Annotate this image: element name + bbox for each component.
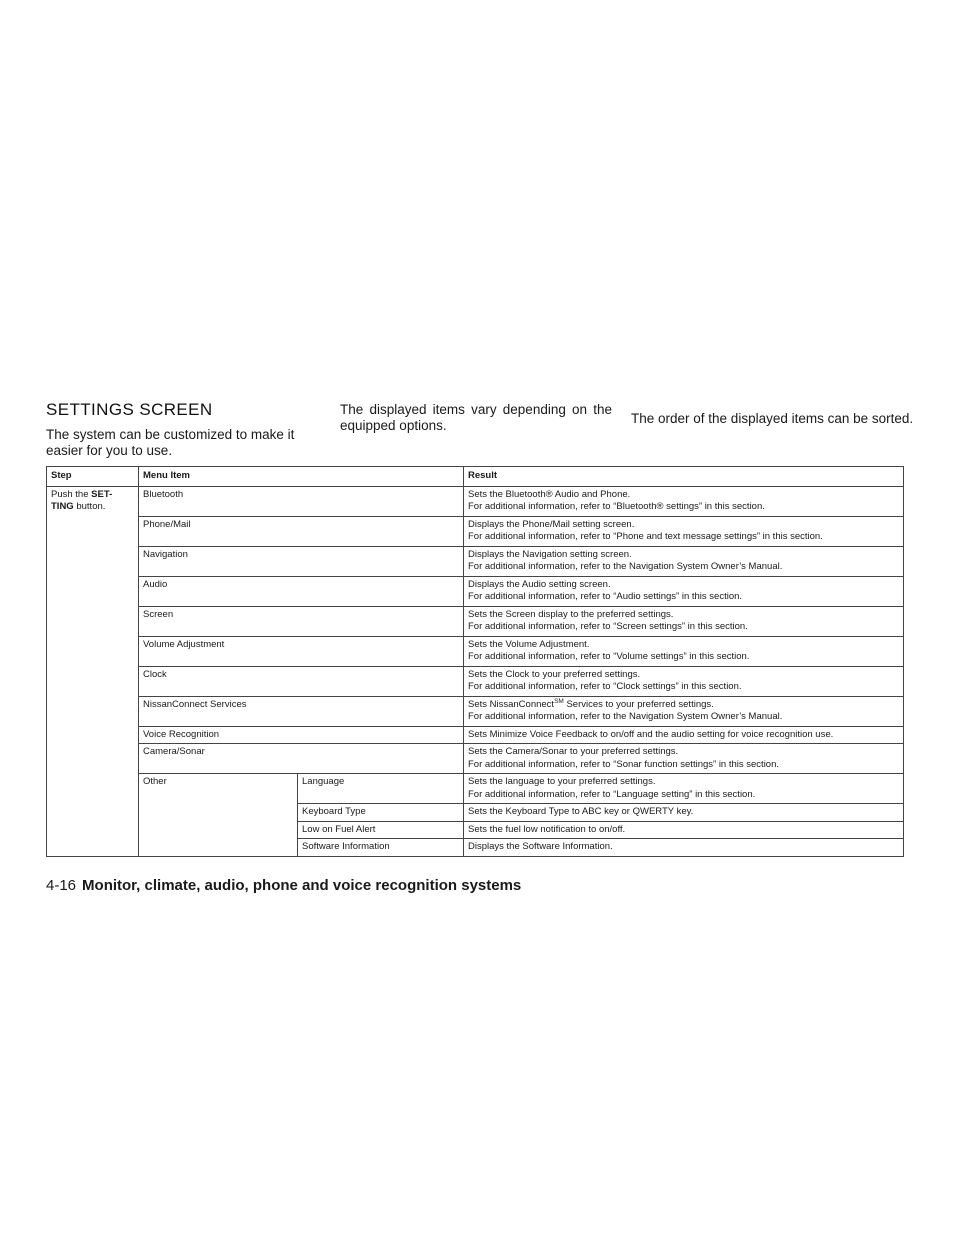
intro-column-3 xyxy=(631,411,916,427)
result-line: Displays the Navigation setting screen. xyxy=(468,548,632,560)
table-row xyxy=(47,636,904,666)
setting-button-label: SET-TING xyxy=(51,488,113,512)
result-cell xyxy=(464,576,904,606)
step-cell xyxy=(47,486,139,856)
result-cell xyxy=(464,696,904,726)
menu-item-cell: Screen xyxy=(139,606,464,636)
table-row xyxy=(47,726,904,744)
result-line: Sets the Clock to your preferred settings. xyxy=(468,668,641,680)
menu-item-cell: Camera/Sonar xyxy=(139,744,464,774)
result-cell xyxy=(464,486,904,516)
menu-item-cell: Voice Recognition xyxy=(139,726,464,744)
result-reference: For additional information, refer to “Clock settings” in this section. xyxy=(468,681,742,692)
result-reference: For additional information, refer to the Navigation System Owner’s Manual. xyxy=(468,561,783,572)
menu-item-cell: Clock xyxy=(139,666,464,696)
result-cell xyxy=(464,546,904,576)
result-reference: For additional information, refer to “Volume settings” in this section. xyxy=(468,651,750,662)
menu-item-cell-other: Other xyxy=(139,774,298,857)
table-row xyxy=(47,546,904,576)
result-line: Sets the Volume Adjustment. xyxy=(468,638,590,650)
table-row xyxy=(47,516,904,546)
menu-item-cell: NissanConnect Services xyxy=(139,696,464,726)
result-cell xyxy=(464,744,904,774)
result-reference: For additional information, refer to “Language setting” in this section. xyxy=(468,788,756,800)
result-reference: For additional information, refer to “Bluetooth® settings” in this section. xyxy=(468,501,765,512)
intro-column-2 xyxy=(340,402,612,434)
result-line-start: Sets NissanConnect xyxy=(468,698,555,710)
intro-paragraph-2: The displayed items vary depending on the equipped options. xyxy=(340,402,612,433)
header-step: Step xyxy=(47,467,139,487)
table-row xyxy=(47,774,904,804)
table-row xyxy=(47,606,904,636)
table-header-row xyxy=(47,467,904,487)
intro-column-1 xyxy=(46,402,326,459)
table-row xyxy=(47,666,904,696)
menu-item-cell: Bluetooth xyxy=(139,486,464,516)
result-line: Displays the Audio setting screen. xyxy=(468,578,611,590)
result-cell xyxy=(464,821,904,839)
page-number: 4-16 xyxy=(46,877,77,894)
header-result: Result xyxy=(464,467,904,487)
sub-item-cell: Language xyxy=(298,774,464,804)
menu-item-cell: Volume Adjustment xyxy=(139,636,464,666)
menu-item-cell: Audio xyxy=(139,576,464,606)
sub-item-cell: Low on Fuel Alert xyxy=(298,821,464,839)
result-cell xyxy=(464,666,904,696)
result-line: Displays the Phone/Mail setting screen. xyxy=(468,518,635,530)
result-cell xyxy=(464,839,904,857)
result-line-end: Services to your preferred settings. xyxy=(563,698,714,710)
intro-paragraph-3: The order of the displayed items can be sorted. xyxy=(631,411,914,426)
result-cell xyxy=(464,804,904,822)
result-reference: For additional information, refer to “Audio settings” in this section. xyxy=(468,591,743,602)
page-footer xyxy=(46,877,521,894)
service-mark: SM xyxy=(554,697,564,705)
menu-item-cell: Phone/Mail xyxy=(139,516,464,546)
result-line: Sets Minimize Voice Feedback to on/off and the audio setting for voice recognition use. xyxy=(468,728,834,740)
section-title: SETTINGS SCREEN xyxy=(46,400,213,419)
result-reference: For additional information, refer to “Screen settings” in this section. xyxy=(468,621,748,632)
result-cell xyxy=(464,516,904,546)
result-line: Sets the Camera/Sonar to your preferred settings. xyxy=(468,746,679,757)
result-line: Sets the fuel low notification to on/off. xyxy=(468,823,626,835)
header-menu-item: Menu Item xyxy=(139,467,464,487)
result-line: Sets the Screen display to the preferred settings. xyxy=(468,608,674,620)
table-row xyxy=(47,576,904,606)
result-cell xyxy=(464,636,904,666)
result-cell xyxy=(464,606,904,636)
result-reference: For additional information, refer to “Phone and text message settings” in this section. xyxy=(468,531,823,542)
menu-item-cell: Navigation xyxy=(139,546,464,576)
result-line: Sets the Keyboard Type to ABC key or QWERTY key. xyxy=(468,806,694,817)
intro-paragraph-1: The system can be customized to make it easier for you to use. xyxy=(46,427,295,458)
result-reference: For additional information, refer to the Navigation System Owner’s Manual. xyxy=(468,711,783,722)
result-line: Sets the language to your preferred settings. xyxy=(468,776,656,787)
section-name: Monitor, climate, audio, phone and voice recognition systems xyxy=(82,877,522,894)
result-line: Displays the Software Information. xyxy=(468,841,613,852)
result-line xyxy=(468,699,899,712)
table-row xyxy=(47,744,904,774)
result-cell xyxy=(464,774,904,804)
step-prefix: Push the xyxy=(51,488,92,500)
settings-table xyxy=(46,466,904,857)
sub-item-cell: Keyboard Type xyxy=(298,804,464,822)
result-cell xyxy=(464,726,904,744)
result-line: Sets the Bluetooth® Audio and Phone. xyxy=(468,488,631,500)
step-suffix: button. xyxy=(73,501,106,512)
sub-item-cell: Software Information xyxy=(298,839,464,857)
table-row xyxy=(47,486,904,516)
table-row xyxy=(47,696,904,726)
result-reference: For additional information, refer to “Sonar function settings” in this section. xyxy=(468,758,780,770)
